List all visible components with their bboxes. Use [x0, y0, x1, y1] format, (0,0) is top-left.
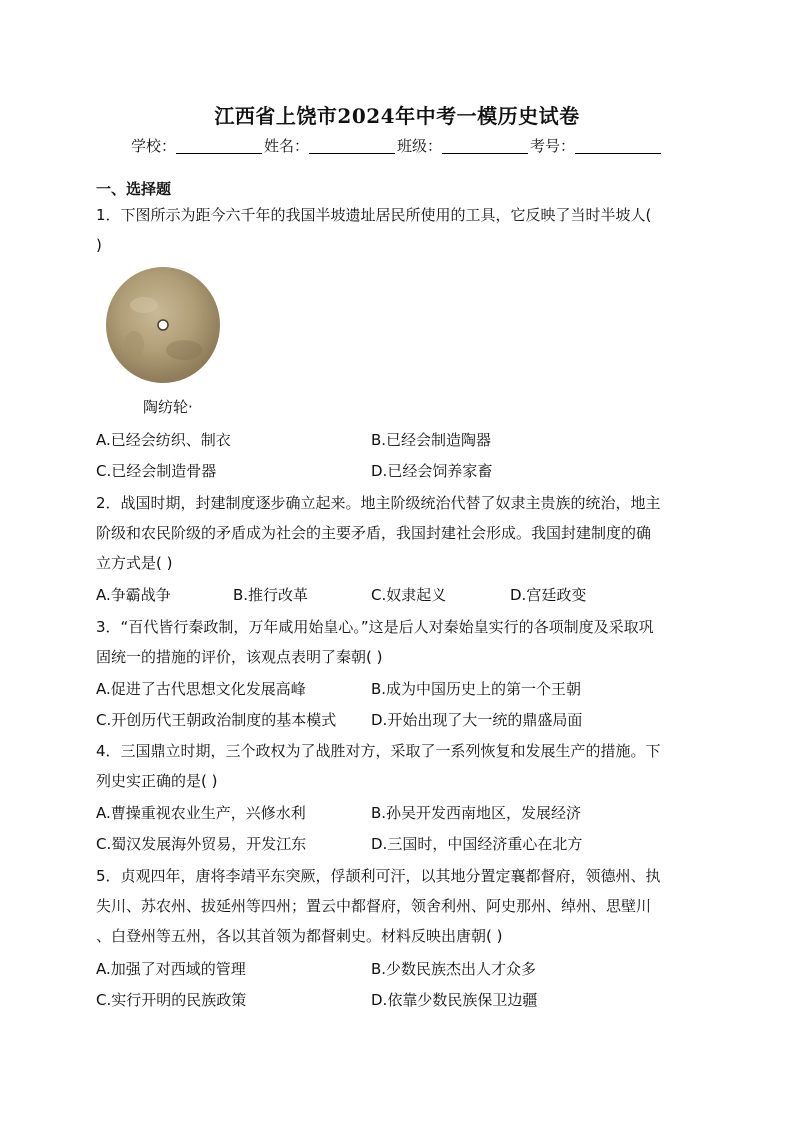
q1-option-a[interactable]: A.已经会纺织、制衣	[96, 431, 231, 449]
q1-option-b[interactable]: B.已经会制造陶器	[371, 431, 492, 449]
school-blank[interactable]	[176, 138, 262, 154]
number-blank[interactable]	[575, 138, 661, 154]
question-4-line-2: 列史实正确的是( )	[96, 772, 218, 790]
q3-option-a[interactable]: A.促进了古代思想文化发展高峰	[96, 680, 306, 698]
q5-option-a[interactable]: A.加强了对西域的管理	[96, 960, 246, 978]
question-5-line-2: 失川、苏农州、拔延州等四州；置云中都督府，领舍利州、阿史那州、绰州、思壁川	[96, 897, 652, 915]
question-3-line-1: 3．“百代皆行秦政制，万年咸用始皇心。”这是后人对秦始皇实行的各项制度及采取巩	[96, 618, 654, 636]
image-caption: 陶纺轮·	[143, 398, 193, 416]
question-1-line-2: )	[96, 236, 102, 254]
exam-title: 江西省上饶市2024年中考一模历史试卷	[214, 104, 580, 128]
name-blank[interactable]	[309, 138, 395, 154]
q2-option-a[interactable]: A.争霸战争	[96, 586, 171, 604]
q4-option-c[interactable]: C.蜀汉发展海外贸易，开发江东	[96, 835, 307, 853]
student-info-row	[0, 134, 794, 158]
q2-option-b[interactable]: B.推行改革	[233, 586, 309, 604]
q3-option-d[interactable]: D.开始出现了大一统的鼎盛局面	[371, 711, 583, 729]
class-label: 班级：	[397, 137, 443, 155]
class-blank[interactable]	[442, 138, 528, 154]
question-5-line-3: 、白登州等五州，各以其首领为都督刺史。材料反映出唐朝( )	[96, 927, 503, 945]
question-4-line-1: 4．三国鼎立时期，三个政权为了战胜对方，采取了一系列恢复和发展生产的措施。下	[96, 742, 661, 760]
q5-option-c[interactable]: C.实行开明的民族政策	[96, 991, 247, 1009]
question-5-line-1: 5．贞观四年，唐将李靖平东突厥，俘颉利可汗，以其地分置定襄都督府，领德州、执	[96, 867, 661, 885]
question-2-line-1: 2．战国时期，封建制度逐步确立起来。地主阶级统治代替了奴隶主贵族的统治，地主	[96, 494, 661, 512]
q4-option-b[interactable]: B.孙吴开发西南地区，发展经济	[371, 804, 582, 822]
question-2-line-2: 阶级和农民阶级的矛盾成为社会的主要矛盾，我国封建社会形成。我国封建制度的确	[96, 524, 652, 542]
number-label: 考号：	[530, 137, 576, 155]
question-3-line-2: 固统一的措施的评价，该观点表明了秦朝( )	[96, 648, 383, 666]
q5-option-b[interactable]: B.少数民族杰出人才众多	[371, 960, 537, 978]
q3-option-b[interactable]: B.成为中国历史上的第一个王朝	[371, 680, 582, 698]
section-heading: 一、选择题	[96, 180, 172, 198]
spinning-whorl-image	[104, 265, 222, 385]
q1-option-c[interactable]: C.已经会制造骨器	[96, 462, 217, 480]
q1-option-d[interactable]: D.已经会饲养家畜	[371, 462, 493, 480]
q4-option-a[interactable]: A.曹操重视农业生产，兴修水利	[96, 804, 306, 822]
q2-option-c[interactable]: C.奴隶起义	[371, 586, 447, 604]
q4-option-d[interactable]: D.三国时，中国经济重心在北方	[371, 835, 583, 853]
q2-option-d[interactable]: D.宫廷政变	[510, 586, 587, 604]
school-label: 学校：	[130, 137, 176, 155]
question-1-line-1: 1．下图所示为距今六千年的我国半坡遗址居民所使用的工具，它反映了当时半坡人(	[96, 206, 652, 224]
question-2-line-3: 立方式是( )	[96, 554, 173, 572]
q5-option-d[interactable]: D.依靠少数民族保卫边疆	[371, 991, 538, 1009]
name-label: 姓名：	[263, 137, 309, 155]
q3-option-c[interactable]: C.开创历代王朝政治制度的基本模式	[96, 711, 337, 729]
